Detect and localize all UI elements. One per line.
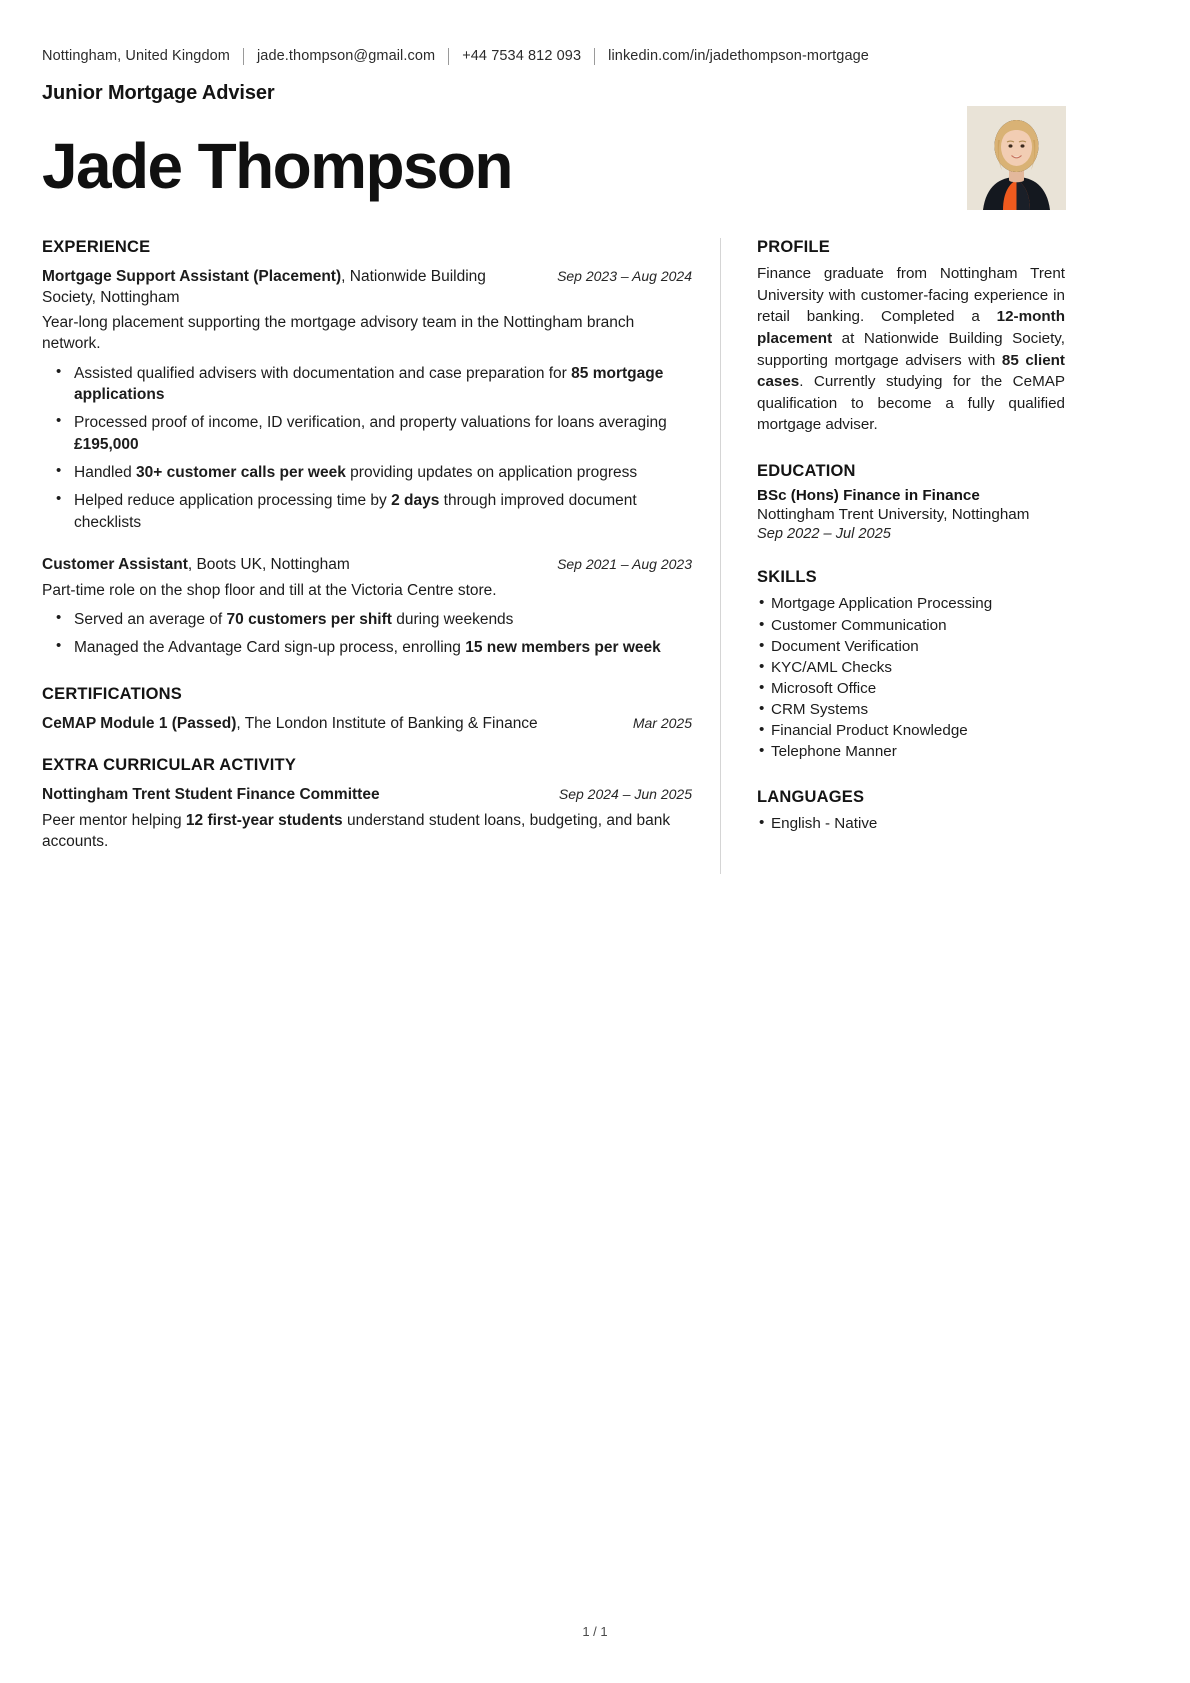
section-heading-extra-curricular: EXTRA CURRICULAR ACTIVITY bbox=[42, 756, 297, 775]
languages-list bbox=[757, 813, 1065, 834]
experience-date: Sep 2023 – Aug 2024 bbox=[557, 268, 692, 285]
list-item: • CRM Systems bbox=[771, 699, 1065, 720]
section-heading-experience: EXPERIENCE bbox=[42, 238, 151, 257]
list-item bbox=[72, 490, 692, 533]
main-column bbox=[42, 238, 702, 874]
list-item bbox=[72, 412, 692, 455]
bullet-highlight: 15 new members per week bbox=[465, 639, 661, 657]
certification-title-line bbox=[42, 714, 692, 735]
extra-title: Nottingham Trent Student Finance Committee bbox=[42, 786, 380, 804]
experience-date: Sep 2021 – Aug 2023 bbox=[557, 556, 692, 573]
bullet-text: Handled bbox=[74, 464, 137, 482]
sidebar-column bbox=[720, 238, 1065, 874]
profile-part: at Nationwide Building Society, supporting mortgage advisers with bbox=[757, 329, 1065, 369]
experience-description: Part-time role on the shop floor and till at the Victoria Centre store. bbox=[42, 581, 497, 599]
portrait-photo bbox=[967, 106, 1066, 210]
bullet-text-post: during weekends bbox=[391, 610, 514, 628]
list-item bbox=[72, 609, 692, 630]
bullet-highlight: £195,000 bbox=[74, 435, 139, 453]
profile-text bbox=[757, 263, 1065, 436]
certification-name: CeMAP Module 1 (Passed) bbox=[42, 714, 237, 732]
contact-divider bbox=[448, 48, 449, 65]
experience-description: Year-long placement supporting the mortgage advisory team in the Nottingham branch network. bbox=[42, 314, 635, 353]
list-item: • English - Native bbox=[771, 813, 1065, 834]
list-item: • Mortgage Application Processing bbox=[771, 593, 1065, 614]
contact-divider bbox=[243, 48, 244, 65]
bullet-text-post: providing updates on application progress bbox=[345, 464, 638, 482]
education-entry bbox=[757, 487, 1065, 543]
bullet-text: Served an average of bbox=[74, 610, 227, 628]
resume-body bbox=[42, 238, 1148, 874]
list-item: • Customer Communication bbox=[771, 615, 1065, 636]
contact-linkedin[interactable]: linkedin.com/in/jadethompson-mortgage bbox=[608, 48, 869, 64]
bullet-highlight: 70 customers per shift bbox=[226, 610, 392, 628]
experience-company: , Boots UK, Nottingham bbox=[187, 556, 350, 574]
bullet-highlight: 30+ customer calls per week bbox=[136, 464, 346, 482]
education-date: Sep 2022 – Jul 2025 bbox=[757, 526, 891, 543]
certification-date: Mar 2025 bbox=[632, 714, 692, 731]
experience-bullet-list bbox=[42, 609, 692, 659]
list-item: • Financial Product Knowledge bbox=[771, 720, 1065, 741]
job-title: Junior Mortgage Adviser bbox=[42, 82, 275, 104]
education-school: Nottingham Trent University, Nottingham bbox=[757, 505, 1030, 523]
profile-highlight: 12-month placement bbox=[757, 308, 1065, 347]
contact-phone[interactable]: +44 7534 812 093 bbox=[462, 48, 582, 64]
extra-description bbox=[42, 810, 692, 852]
bullet-highlight: 85 mortgage applications bbox=[74, 364, 664, 403]
certification-entry bbox=[42, 714, 692, 735]
profile-part: . Currently studying for the CeMAP qualification to become a fully qualified mortgage adviser. bbox=[757, 373, 1065, 434]
contact-location: Nottingham, United Kingdom bbox=[42, 48, 230, 64]
experience-role: Mortgage Support Assistant (Placement) bbox=[42, 268, 342, 286]
profile-highlight: 85 client cases bbox=[757, 351, 1065, 391]
bullet-text: Assisted qualified advisers with documentation and case preparation for bbox=[74, 364, 572, 382]
experience-bullet-list bbox=[42, 363, 692, 534]
bullet-text: Processed proof of income, ID verification, and property valuations for loans averaging bbox=[74, 414, 667, 432]
section-heading-languages: LANGUAGES bbox=[757, 788, 865, 807]
portrait-photo-image bbox=[967, 106, 1066, 210]
experience-role: Customer Assistant bbox=[42, 556, 188, 574]
extra-desc-pre: Peer mentor helping bbox=[42, 811, 186, 829]
bullet-highlight: 2 days bbox=[391, 492, 440, 510]
bullet-text-post: through improved document checklists bbox=[74, 492, 637, 531]
section-heading-skills: SKILLS bbox=[757, 568, 817, 587]
experience-entry bbox=[42, 555, 692, 658]
education-degree: BSc (Hons) Finance in Finance bbox=[757, 486, 980, 504]
list-item: • KYC/AML Checks bbox=[771, 657, 1065, 678]
bullet-text: Helped reduce application processing time by bbox=[74, 492, 392, 510]
section-heading-profile: PROFILE bbox=[757, 238, 830, 257]
extra-desc-post: understand student loans, budgeting, and bank accounts. bbox=[42, 811, 671, 850]
certification-issuer: , The London Institute of Banking & Finance bbox=[236, 714, 538, 732]
contact-divider bbox=[594, 48, 595, 65]
experience-company: , Nationwide Building Society, Nottingham bbox=[42, 268, 486, 306]
section-heading-certifications: CERTIFICATIONS bbox=[42, 684, 182, 703]
contact-email[interactable]: jade.thompson@gmail.com bbox=[256, 48, 436, 64]
list-item: • Document Verification bbox=[771, 636, 1065, 657]
page-indicator: 1 / 1 bbox=[582, 1624, 608, 1639]
section-heading-education: EDUCATION bbox=[757, 461, 856, 480]
candidate-name: Jade Thompson bbox=[42, 130, 512, 202]
contact-line bbox=[42, 46, 1148, 66]
extra-curricular-entry bbox=[42, 785, 692, 852]
list-item: • Telephone Manner bbox=[771, 741, 1065, 762]
list-item bbox=[72, 462, 692, 483]
skills-list bbox=[757, 593, 1065, 762]
bullet-text: Managed the Advantage Card sign-up process, enrolling bbox=[74, 639, 466, 657]
extra-date: Sep 2024 – Jun 2025 bbox=[558, 786, 692, 803]
list-item: • Microsoft Office bbox=[771, 678, 1065, 699]
extra-desc-highlight: 12 first-year students bbox=[185, 811, 343, 829]
experience-entry bbox=[42, 267, 692, 533]
profile-part: Finance graduate from Nottingham Trent University with customer-facing experience in retail banking. Completed a bbox=[757, 265, 1065, 326]
list-item bbox=[72, 363, 692, 406]
list-item bbox=[72, 637, 692, 658]
